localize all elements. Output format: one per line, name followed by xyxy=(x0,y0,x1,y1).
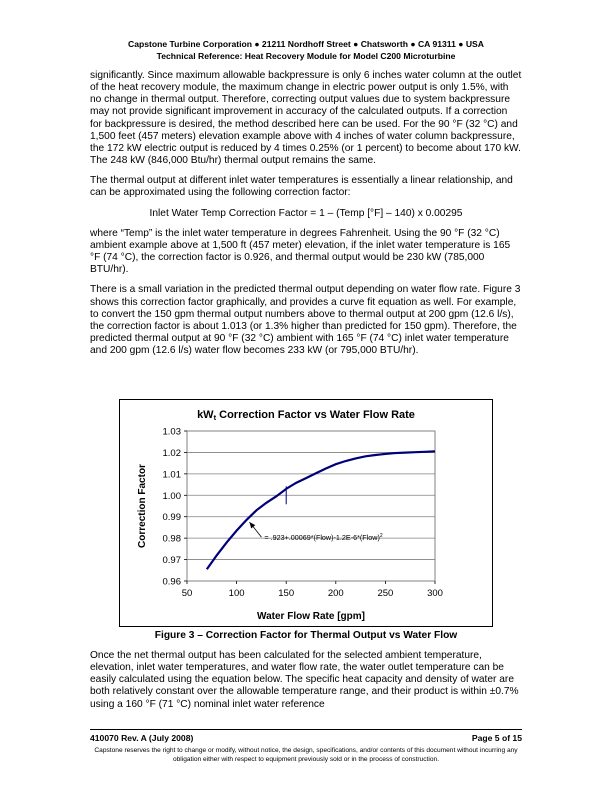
paragraph-inlet-temp-intro: The thermal output at different inlet water temperatures is essentially a linear relationship, and can be approximated using the following correction factor: xyxy=(90,175,513,199)
paragraph-outlet-temp: Once the net thermal output has been calculated for the selected ambient temperature, elevation, inlet water temperatures, and water flow rate, the water outlet temperature can be easily calculated using the equation below. The specific heat capacity and density of water are both relatively constant over the allowable temperature range, and their product is within ±0.7% using a 160 °F (71 °C) nominal inlet water reference xyxy=(90,650,519,710)
x-tick-label: 250 xyxy=(377,588,394,599)
x-tick-label: 150 xyxy=(278,588,295,599)
x-axis-label: Water Flow Rate [gpm] xyxy=(257,611,365,622)
correction-factor-line xyxy=(207,451,435,569)
paragraph-temp-example: where “Temp” is the inlet water temperature in degrees Fahrenheit. Using the 90 °F (32 °C) ambient example above at 1,500 ft (457 meter) elevation, if the inlet water temperature is 165 °F (74 °C), the correction factor is 0.926, and thermal output would be 230 kW (785,000 BTU/hr). xyxy=(90,227,511,276)
y-tick-label: 1.02 xyxy=(162,447,181,459)
x-axis-ticks xyxy=(182,581,443,599)
paragraph-flow-variation: There is a small variation in the predicted thermal output depending on water flow rate. Figure 3 shows this correction factor graphically, and provides a curve fit equation as well. For example, to convert the 150 gpm thermal output numbers above to thermal output at 200 gpm (12.6 l/s), the correction factor is about 1.013 (or 1.3% higher than predicted for 150 gpm). Therefore, the predicted thermal output at 90 °F (32 °C) ambient with 165 °F (74 °C) inlet water temperature and 200 gpm (12.6 l/s) water flow becomes 233 kW (or 795,000 BTU/hr). xyxy=(90,284,521,357)
curve-fit-equation xyxy=(264,533,382,542)
header-doc-title: Technical Reference: Heat Recovery Module for Model C200 Microturbine xyxy=(156,51,456,61)
x-tick-label: 200 xyxy=(327,588,344,599)
inlet-temp-equation: Inlet Water Temp Correction Factor = 1 – (Temp [°F] – 140) x 0.00295 xyxy=(149,207,463,219)
chart-title-prefix: kW xyxy=(197,409,214,421)
x-tick-label: 50 xyxy=(181,588,193,599)
y-tick-label: 0.96 xyxy=(162,576,181,588)
header-address: Capstone Turbine Corporation ● 21211 Nordhoff Street ● Chatsworth ● CA 91311 ● USA xyxy=(128,39,484,49)
y-axis-label: Correction Factor xyxy=(137,464,148,548)
x-tick-label: 100 xyxy=(228,588,245,599)
y-tick-label: 0.99 xyxy=(162,512,181,524)
y-tick-label: 1.01 xyxy=(162,469,181,481)
figure-3-chart xyxy=(119,399,493,627)
chart-canvas xyxy=(120,400,492,626)
body-text-bottom xyxy=(90,650,522,711)
chart-title-subscript: t xyxy=(213,413,217,422)
curve-fit-equation-text: = .923+.00069*(Flow)-1.2E-6*(Flow) xyxy=(264,533,380,543)
chart-title xyxy=(197,409,415,422)
figure-3-caption: Figure 3 – Correction Factor for Thermal Output vs Water Flow xyxy=(154,630,458,641)
y-tick-label: 0.98 xyxy=(162,533,181,545)
footer-disclaimer: Capstone reserves the right to change or modify, without notice, the design, specifications, and/or contents of this document without incurring any obligation either with respect to equipment previously sold or in the process of construction. xyxy=(94,747,518,763)
y-tick-label: 1.03 xyxy=(162,426,181,438)
curve-fit-superscript: 2 xyxy=(379,533,383,540)
footer-divider xyxy=(90,729,522,730)
y-axis-ticks xyxy=(163,427,188,588)
footer-page-number: Page 5 of 15 xyxy=(471,733,522,743)
paragraph-backpressure: significantly. Since maximum allowable backpressure is only 6 inches water column at the outlet of the heat recovery module, the maximum change in electric power output is only 1.5%, with no change in thermal output. Therefore, correcting output values due to system backpressure may not provide significant improvement in accuracy of the calculated outputs. If a correction for backpressure is desired, the method described here can be used. For the 90 °F (32 °C) and 1,500 feet (457 meters) elevation example above with 4 inches of water column backpressure, the 172 kW electric output is reduced by 4 times 0.25% (or 1 percent) to become about 170 kW. The 248 kW (846,000 Btu/hr) thermal output remains the same. xyxy=(90,70,522,167)
chart-title-rest: Correction Factor vs Water Flow Rate xyxy=(216,409,415,421)
y-tick-label: 1.00 xyxy=(162,490,181,502)
y-tick-label: 0.97 xyxy=(162,555,181,567)
annotation-arrow-head xyxy=(249,522,255,528)
page-header xyxy=(0,38,612,62)
x-tick-label: 300 xyxy=(427,588,443,599)
body-text-top xyxy=(90,70,522,365)
footer-doc-id: 410070 Rev. A (July 2008) xyxy=(90,733,194,743)
